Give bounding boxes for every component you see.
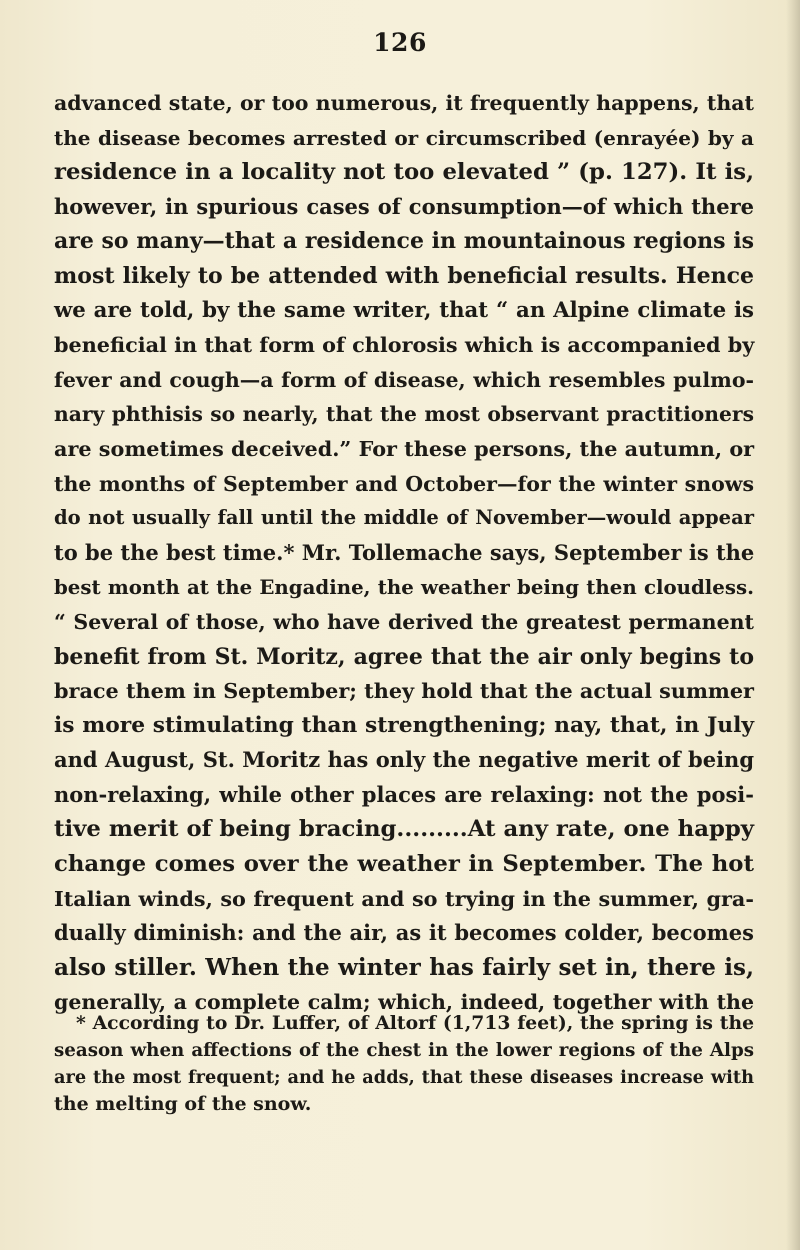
text-line: tive merit of being bracing.........At any rate, one happy xyxy=(54,816,754,843)
text-line: brace them in September; they hold that the actual summer xyxy=(54,679,754,704)
text-line: non-relaxing, while other places are relaxing: not the posi- xyxy=(54,781,754,807)
text-line: change comes over the weather in September. The hot xyxy=(54,851,754,878)
text-line: dually diminish: and the air, as it becomes colder, becomes xyxy=(54,920,754,946)
footnote-line: * According to Dr. Luffer, of Altorf (1,713 feet), the spring is the xyxy=(76,1012,754,1034)
text-line: and August, St. Moritz has only the negative merit of being xyxy=(54,747,754,773)
page-number: 126 xyxy=(373,28,427,57)
text-line: advanced state, or too numerous, it frequently happens, that xyxy=(54,91,754,115)
text-line: are so many—that a residence in mountainous regions is xyxy=(54,228,754,255)
body-text xyxy=(54,86,754,1020)
text-line: to be the best time.* Mr. Tollemache says, September is the xyxy=(54,539,755,565)
text-line: benefit from St. Moritz, agree that the air only begins to xyxy=(54,643,754,670)
text-line: “ Several of those, who have derived the greatest permanent xyxy=(54,609,754,634)
text-line: generally, a complete calm; which, indeed, together with the xyxy=(54,990,754,1015)
page-edge-shadow xyxy=(786,0,800,1250)
text-line: we are told, by the same writer, that “ an Alpine climate is xyxy=(54,297,754,323)
footnote-line: the melting of the snow. xyxy=(54,1093,312,1115)
text-line: best month at the Engadine, the weather being then cloudless. xyxy=(54,575,754,600)
text-line: most likely to be attended with beneficial results. Hence xyxy=(54,262,754,289)
text-line: Italian winds, so frequent and so trying in the summer, gra- xyxy=(54,886,754,911)
text-line: are sometimes deceived.” For these persons, the autumn, or xyxy=(54,436,755,461)
text-line: residence in a locality not too elevated ” (p. 127). It is, xyxy=(54,159,754,186)
text-line: the disease becomes arrested or circumscribed (enrayée) by a xyxy=(54,125,754,150)
text-line: also stiller. When the winter has fairly set in, there is, xyxy=(54,953,754,981)
footnote-line: are the most frequent; and he adds, that these diseases increase with xyxy=(54,1067,754,1088)
footnote xyxy=(54,1010,754,1118)
text-line: the months of September and October—for the winter snows xyxy=(54,471,754,496)
text-line: beneficial in that form of chlorosis which is accompanied by xyxy=(54,333,755,358)
text-line: nary phthisis so nearly, that the most observant practitioners xyxy=(54,402,754,427)
text-line: fever and cough—a form of disease, which resembles pulmo- xyxy=(54,367,754,392)
text-line: however, in spurious cases of consumption—of which there xyxy=(54,193,754,219)
text-line: do not usually fall until the middle of November—would appear xyxy=(54,506,754,530)
text-line: is more stimulating than strengthening; nay, that, in July xyxy=(54,712,754,738)
footnote-line: season when affections of the chest in the lower regions of the Alps xyxy=(54,1040,754,1061)
